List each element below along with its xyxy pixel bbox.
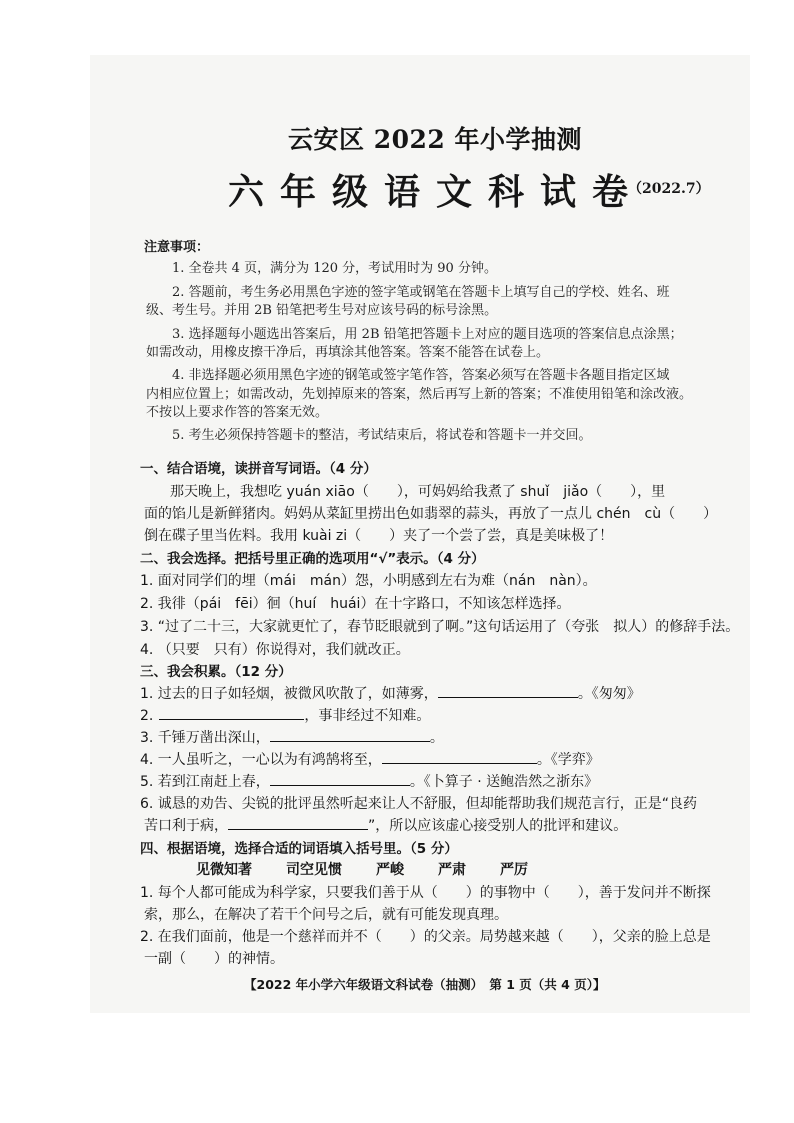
section3-q1 [140, 683, 641, 703]
q6-text-end: ”，所以应该虚心接受别人的批评和建议。 [368, 818, 628, 834]
note-line: 1. 全卷共 4 页，满分为 120 分，考试用时为 90 分钟。 [172, 261, 497, 276]
q3-text: 3. 千锤万凿出深山， [140, 730, 270, 746]
section3-heading: 三、我会积累。（12 分） [140, 664, 292, 680]
section3-q6: 6. 诚恳的劝告、尖锐的批评虽然听起来让人不舒服，但却能帮助我们规范言行，正是“良药 [140, 796, 698, 812]
section3-q5 [140, 771, 598, 791]
section1-line: 那天晚上，我想吃 yuán xiāo（ ），可妈妈给我煮了 shuǐ jiǎo（ ），里 [170, 484, 666, 500]
exam-title-line2: 六年级语文科试卷 [228, 171, 645, 213]
section4-line: 1. 每个人都可能成为科学家，只要我们善于从（ ）的事物中（ ），善于发问并不断探 [140, 885, 711, 901]
q4-answer-blank[interactable] [382, 749, 537, 764]
q2-answer-blank[interactable] [159, 705, 304, 720]
note-line: 内相应位置上；如需改动，先划掉原来的答案，然后再写上新的答案；不准使用铅笔和涂改液。 [146, 387, 693, 402]
section3-q2 [140, 705, 430, 725]
q4-text: 4. 一人虽听之，一心以为有鸿鹄将至， [140, 752, 382, 768]
q5-answer-blank[interactable] [270, 771, 410, 786]
word-option: 严峻 [376, 862, 404, 878]
q6-text: 苦口利于病， [144, 818, 228, 834]
q1-answer-blank[interactable] [438, 683, 578, 698]
word-option: 严肃 [438, 862, 466, 878]
note-line: 不按以上要求作答的答案无效。 [146, 405, 329, 420]
q5-source: 。《卜算子 · 送鲍浩然之浙东》 [409, 774, 599, 790]
q4-source: 。《学弈》 [536, 752, 600, 768]
section4-line: 索，那么，在解决了若干个问号之后，就有可能发现真理。 [144, 907, 508, 923]
section3-q4 [140, 749, 600, 769]
section2-line: 2. 我徘（pái fēi）徊（huí huái）在十字路口，不知该怎样选择。 [140, 596, 571, 612]
notes-title: 注意事项： [144, 240, 210, 255]
section4-line: 2. 在我们面前，他是一个慈祥而并不（ ）的父亲。局势越来越（ ），父亲的脸上总是 [140, 929, 711, 945]
section2-heading: 二、我会选择。把括号里正确的选项用“√”表示。（4 分） [140, 551, 485, 567]
note-line: 4. 非选择题必须用黑色字迹的钢笔或签字笔作答，答案必须写在答题卡各题目指定区域 [172, 368, 670, 383]
section4-heading: 四、根据语境，选择合适的词语填入括号里。（5 分） [140, 841, 458, 857]
word-option: 司空见惯 [286, 862, 342, 878]
section4-line: 一副（ ）的神情。 [144, 951, 284, 967]
q2-number: 2. [140, 708, 154, 724]
q3-end: 。 [429, 730, 444, 746]
note-line: 2. 答题前，考生务必用黑色字迹的签字笔或钢笔在答题卡上填写自己的学校、姓名、班 [172, 285, 670, 300]
section2-line: 3. “过了二十三，大家就更忙了，春节眨眼就到了啊。”这句话运用了（夸张 拟人）的修辞手法。 [140, 619, 740, 635]
section1-line: 面的馅儿是新鲜猪肉。妈妈从菜缸里捞出色如翡翠的蒜头，再放了一点儿 chén cù（ ） [144, 506, 718, 522]
section1-line: 倒在碟子里当佐料。我用 kuài zi（ ）夹了一个尝了尝，真是美味极了！ [144, 528, 614, 544]
note-line: 如需改动，用橡皮擦干净后，再填涂其他答案。答案不能答在试卷上。 [146, 345, 550, 360]
note-line: 5. 考生必须保持答题卡的整洁，考试结束后，将试卷和答题卡一并交回。 [172, 428, 592, 443]
section3-q6-continued [144, 815, 627, 835]
q5-text: 5. 若到江南赶上春， [140, 774, 270, 790]
q1-source: 。《匆匆》 [577, 686, 641, 702]
section2-line: 4. （只要 只有）你说得对，我们就改正。 [140, 642, 410, 658]
exam-date: （2022.7） [628, 181, 710, 197]
q6-answer-blank[interactable] [228, 815, 368, 830]
q2-text: ，事非经过不知难。 [304, 708, 431, 724]
section1-heading: 一、结合语境，读拼音写词语。（4 分） [140, 461, 377, 477]
q3-answer-blank[interactable] [270, 727, 430, 742]
section2-line: 1. 面对同学们的埋（mái mán）怨，小明感到左右为难（nán nàn）。 [140, 573, 597, 589]
word-option: 见微知著 [196, 862, 252, 878]
note-line: 3. 选择题每小题选出答案后，用 2B 铅笔把答题卡上对应的题目选项的答案信息点涂黑； [172, 327, 683, 342]
q1-text: 1. 过去的日子如轻烟，被微风吹散了，如薄雾， [140, 686, 438, 702]
section3-q3 [140, 727, 444, 747]
word-option: 严厉 [500, 862, 528, 878]
note-line: 级、考生号。并用 2B 铅笔把考生号对应该号码的标号涂黑。 [146, 303, 498, 318]
page-footer: 【2022 年小学六年级语文科试卷（抽测） 第 1 页（共 4 页）】 [244, 977, 606, 992]
word-bank [196, 859, 562, 879]
exam-title-line1: 云安区 2022 年小学抽测 [288, 125, 582, 154]
